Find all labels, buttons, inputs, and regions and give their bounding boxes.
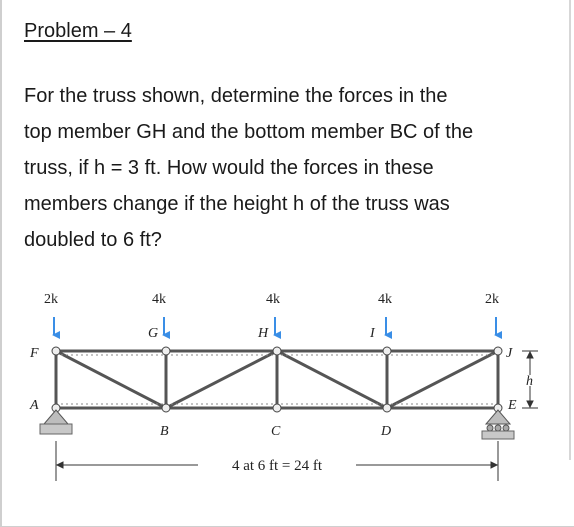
joint-h <box>273 347 281 355</box>
node-label-e: E <box>508 398 517 413</box>
joint-i <box>383 347 391 355</box>
load-label-f: 2k <box>44 292 58 307</box>
load-label-j: 2k <box>485 292 499 307</box>
node-label-d: D <box>381 424 392 439</box>
member-fb <box>56 351 166 408</box>
joint-b <box>162 404 170 412</box>
node-label-i: I <box>370 326 375 341</box>
load-label-i: 4k <box>378 292 392 307</box>
height-label: h <box>526 374 533 389</box>
load-label-h: 4k <box>266 292 280 307</box>
node-label-a: A <box>30 398 39 413</box>
node-label-f: F <box>30 346 39 361</box>
joint-j <box>494 347 502 355</box>
support-a <box>40 410 72 434</box>
joint-c <box>273 404 281 412</box>
statement-line: truss, if h = 3 ft. How would the forces in these <box>24 157 434 179</box>
node-label-h: H <box>258 326 269 341</box>
problem-title: Problem – 4 <box>24 20 132 42</box>
joint-g <box>162 347 170 355</box>
node-label-c: C <box>271 424 281 439</box>
truss-members <box>56 351 498 408</box>
joint-f <box>52 347 60 355</box>
statement-line: For the truss shown, determine the forces in the <box>24 85 448 107</box>
span-label: 4 at 6 ft = 24 ft <box>231 458 323 474</box>
node-label-j: J <box>506 346 513 361</box>
problem-statement <box>24 78 564 258</box>
member-dj <box>387 351 498 408</box>
member-bh <box>166 351 277 408</box>
statement-line: doubled to 6 ft? <box>24 229 162 251</box>
load-label-g: 4k <box>152 292 166 307</box>
member-hd <box>277 351 387 408</box>
joint-d <box>383 404 391 412</box>
statement-line: top member GH and the bottom member BC of the <box>24 121 474 143</box>
support-e <box>482 410 514 439</box>
node-label-b: B <box>160 424 169 439</box>
statement-line: members change if the height h of the truss was <box>24 193 450 215</box>
truss-figure <box>0 285 574 485</box>
node-label-g: G <box>148 326 159 341</box>
